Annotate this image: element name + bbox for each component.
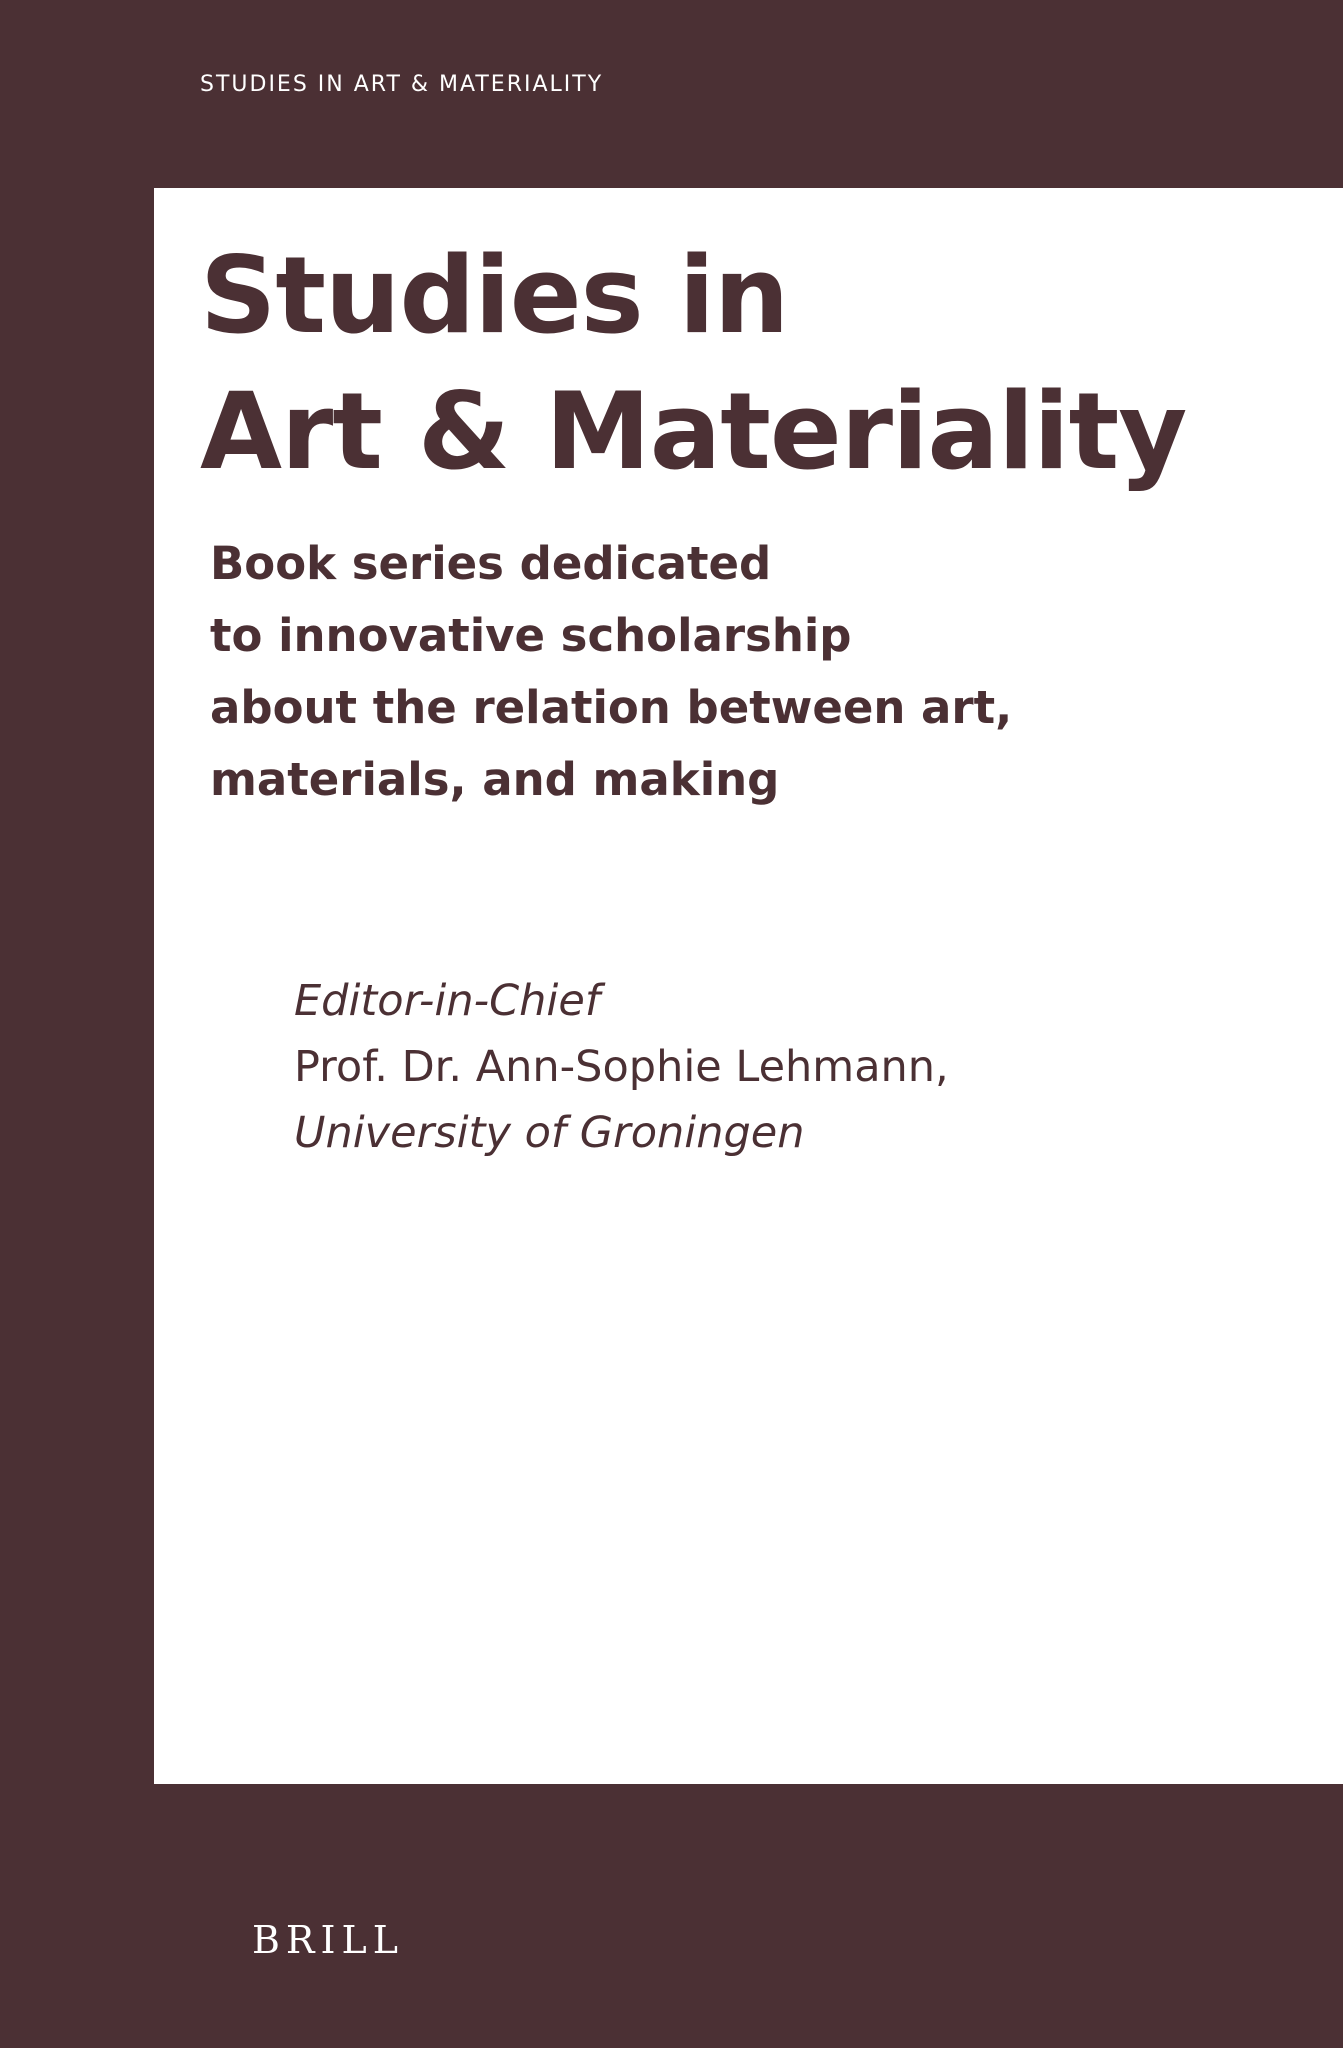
- editor-role: Editor-in-Chief: [294, 976, 600, 1026]
- series-description: [210, 528, 1012, 816]
- series-description-line-1: Book series dedicated: [210, 537, 772, 590]
- series-description-line-4: materials, and making: [210, 753, 780, 806]
- editor-affiliation: University of Groningen: [294, 1108, 805, 1158]
- series-description-line-2: to innovative scholarship: [210, 609, 852, 662]
- publisher-logo: BRILL: [252, 1918, 405, 1962]
- series-header: STUDIES IN ART & MATERIALITY: [200, 72, 604, 97]
- editor-name: Prof. Dr. Ann-Sophie Lehmann,: [294, 1042, 949, 1092]
- title-panel: [154, 188, 1343, 1784]
- editor-block: [294, 968, 949, 1166]
- series-description-line-3: about the relation between art,: [210, 681, 1013, 734]
- book-title-line-2: Art & Materiality: [200, 370, 1187, 493]
- book-title: [200, 228, 1186, 500]
- book-title-line-1: Studies in: [200, 234, 789, 357]
